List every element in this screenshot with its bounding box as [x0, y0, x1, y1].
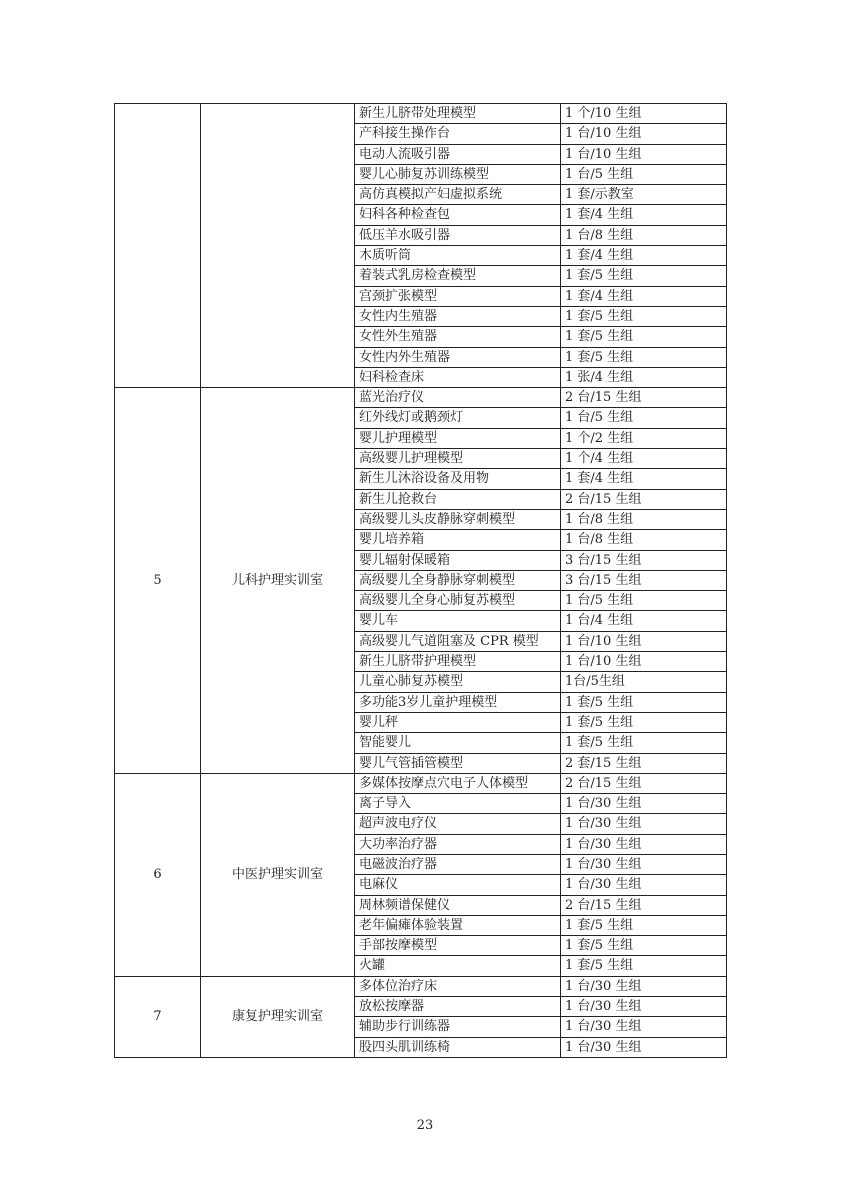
quantity-cell: 1 台/8 生组: [561, 530, 727, 550]
equipment-name-cell: 女性内生殖器: [355, 306, 561, 326]
quantity-cell: 1 套/4 生组: [561, 246, 727, 266]
quantity-cell: 1 套/5 生组: [561, 956, 727, 976]
quantity-cell: 1 套/5 生组: [561, 266, 727, 286]
quantity-cell: 1 台/30 生组: [561, 976, 727, 996]
equipment-name-cell: 放松按摩器: [355, 997, 561, 1017]
quantity-cell: 1 套/5 生组: [561, 327, 727, 347]
equipment-name-cell: 高级婴儿气道阻塞及 CPR 模型: [355, 631, 561, 651]
quantity-cell: 2 套/15 生组: [561, 753, 727, 773]
equipment-name-cell: 高级婴儿全身心肺复苏模型: [355, 591, 561, 611]
quantity-cell: 1 套/4 生组: [561, 469, 727, 489]
quantity-cell: 1 台/5 生组: [561, 164, 727, 184]
equipment-name-cell: 女性内外生殖器: [355, 347, 561, 367]
equipment-name-cell: 股四头肌训练椅: [355, 1037, 561, 1057]
equipment-name-cell: 电磁波治疗器: [355, 854, 561, 874]
equipment-name-cell: 新生儿沐浴设备及用物: [355, 469, 561, 489]
equipment-name-cell: 电动人流吸引器: [355, 144, 561, 164]
equipment-name-cell: 女性外生殖器: [355, 327, 561, 347]
quantity-cell: 1 个/4 生组: [561, 449, 727, 469]
quantity-cell: 1 台/30 生组: [561, 854, 727, 874]
quantity-cell: 2 台/15 生组: [561, 388, 727, 408]
section-number-cell: 5: [115, 388, 201, 774]
quantity-cell: 2 台/15 生组: [561, 895, 727, 915]
quantity-cell: 1 台/10 生组: [561, 631, 727, 651]
equipment-name-cell: 宫颈扩张模型: [355, 286, 561, 306]
equipment-name-cell: 多体位治疗床: [355, 976, 561, 996]
quantity-cell: 1 台/10 生组: [561, 144, 727, 164]
section-number-cell: [115, 104, 201, 388]
equipment-name-cell: 婴儿心肺复苏训练模型: [355, 164, 561, 184]
equipment-name-cell: 红外线灯或鹅颈灯: [355, 408, 561, 428]
quantity-cell: 1 台/30 生组: [561, 814, 727, 834]
equipment-name-cell: 高级婴儿护理模型: [355, 449, 561, 469]
quantity-cell: 1 台/8 生组: [561, 509, 727, 529]
quantity-cell: 1 台/30 生组: [561, 1017, 727, 1037]
table-row: [115, 773, 727, 793]
equipment-name-cell: 火罐: [355, 956, 561, 976]
equipment-name-cell: 婴儿培养箱: [355, 530, 561, 550]
quantity-cell: 1 台/30 生组: [561, 1037, 727, 1057]
quantity-cell: 1 套/4 生组: [561, 286, 727, 306]
quantity-cell: 3 台/15 生组: [561, 570, 727, 590]
quantity-cell: 1 套/示教室: [561, 185, 727, 205]
quantity-cell: 1 套/4 生组: [561, 205, 727, 225]
table-row: [115, 104, 727, 124]
quantity-cell: 1 台/30 生组: [561, 834, 727, 854]
section-number-cell: 7: [115, 976, 201, 1057]
quantity-cell: 1 套/5 生组: [561, 692, 727, 712]
equipment-table: [114, 103, 727, 1058]
equipment-name-cell: 周林频谱保健仪: [355, 895, 561, 915]
equipment-name-cell: 产科接生操作台: [355, 124, 561, 144]
equipment-name-cell: 婴儿护理模型: [355, 428, 561, 448]
equipment-name-cell: 老年偏瘫体验装置: [355, 915, 561, 935]
equipment-name-cell: 离子导入: [355, 794, 561, 814]
equipment-name-cell: 大功率治疗器: [355, 834, 561, 854]
quantity-cell: 1 套/5 生组: [561, 733, 727, 753]
quantity-cell: 1 台/30 生组: [561, 997, 727, 1017]
quantity-cell: 1 张/4 生组: [561, 367, 727, 387]
quantity-cell: 1 个/2 生组: [561, 428, 727, 448]
table-row: [115, 976, 727, 996]
equipment-name-cell: 超声波电疗仪: [355, 814, 561, 834]
equipment-name-cell: 高级婴儿头皮静脉穿刺模型: [355, 509, 561, 529]
quantity-cell: 2 台/15 生组: [561, 773, 727, 793]
equipment-name-cell: 智能婴儿: [355, 733, 561, 753]
quantity-cell: 1 套/5 生组: [561, 936, 727, 956]
quantity-cell: 1 台/30 生组: [561, 794, 727, 814]
quantity-cell: 1 台/30 生组: [561, 875, 727, 895]
equipment-name-cell: 新生儿脐带护理模型: [355, 652, 561, 672]
equipment-name-cell: 高仿真模拟产妇虚拟系统: [355, 185, 561, 205]
quantity-cell: 1 台/4 生组: [561, 611, 727, 631]
quantity-cell: 1 台/5 生组: [561, 591, 727, 611]
quantity-cell: 1台/5生组: [561, 672, 727, 692]
quantity-cell: 3 台/15 生组: [561, 550, 727, 570]
quantity-cell: 1 台/5 生组: [561, 408, 727, 428]
page-number: 23: [416, 1118, 434, 1133]
equipment-name-cell: 着装式乳房检查模型: [355, 266, 561, 286]
training-room-name-cell: 儿科护理实训室: [201, 388, 355, 774]
section-number-cell: 6: [115, 773, 201, 976]
quantity-cell: 1 套/5 生组: [561, 306, 727, 326]
table-body: [115, 104, 727, 1058]
equipment-name-cell: 木质听筒: [355, 246, 561, 266]
table-row: [115, 388, 727, 408]
equipment-name-cell: 蓝光治疗仪: [355, 388, 561, 408]
training-room-name-cell: [201, 104, 355, 388]
equipment-name-cell: 辅助步行训练器: [355, 1017, 561, 1037]
equipment-name-cell: 妇科各种检查包: [355, 205, 561, 225]
equipment-name-cell: 电麻仪: [355, 875, 561, 895]
quantity-cell: 1 个/10 生组: [561, 104, 727, 124]
equipment-name-cell: 多功能3岁儿童护理模型: [355, 692, 561, 712]
training-room-name-cell: 康复护理实训室: [201, 976, 355, 1057]
quantity-cell: 1 套/5 生组: [561, 915, 727, 935]
quantity-cell: 1 台/10 生组: [561, 124, 727, 144]
equipment-name-cell: 新生儿脐带处理模型: [355, 104, 561, 124]
quantity-cell: 1 套/5 生组: [561, 347, 727, 367]
quantity-cell: 1 台/10 生组: [561, 652, 727, 672]
equipment-name-cell: 妇科检查床: [355, 367, 561, 387]
equipment-name-cell: 多媒体按摩点穴电子人体模型: [355, 773, 561, 793]
equipment-name-cell: 高级婴儿全身静脉穿刺模型: [355, 570, 561, 590]
equipment-name-cell: 手部按摩模型: [355, 936, 561, 956]
quantity-cell: 1 套/5 生组: [561, 712, 727, 732]
quantity-cell: 2 台/15 生组: [561, 489, 727, 509]
training-room-name-cell: 中医护理实训室: [201, 773, 355, 976]
quantity-cell: 1 台/8 生组: [561, 225, 727, 245]
equipment-name-cell: 低压羊水吸引器: [355, 225, 561, 245]
equipment-name-cell: 婴儿气管插管模型: [355, 753, 561, 773]
equipment-name-cell: 婴儿辐射保暖箱: [355, 550, 561, 570]
equipment-name-cell: 婴儿车: [355, 611, 561, 631]
equipment-name-cell: 婴儿秤: [355, 712, 561, 732]
equipment-name-cell: 儿童心肺复苏模型: [355, 672, 561, 692]
equipment-name-cell: 新生儿抢救台: [355, 489, 561, 509]
